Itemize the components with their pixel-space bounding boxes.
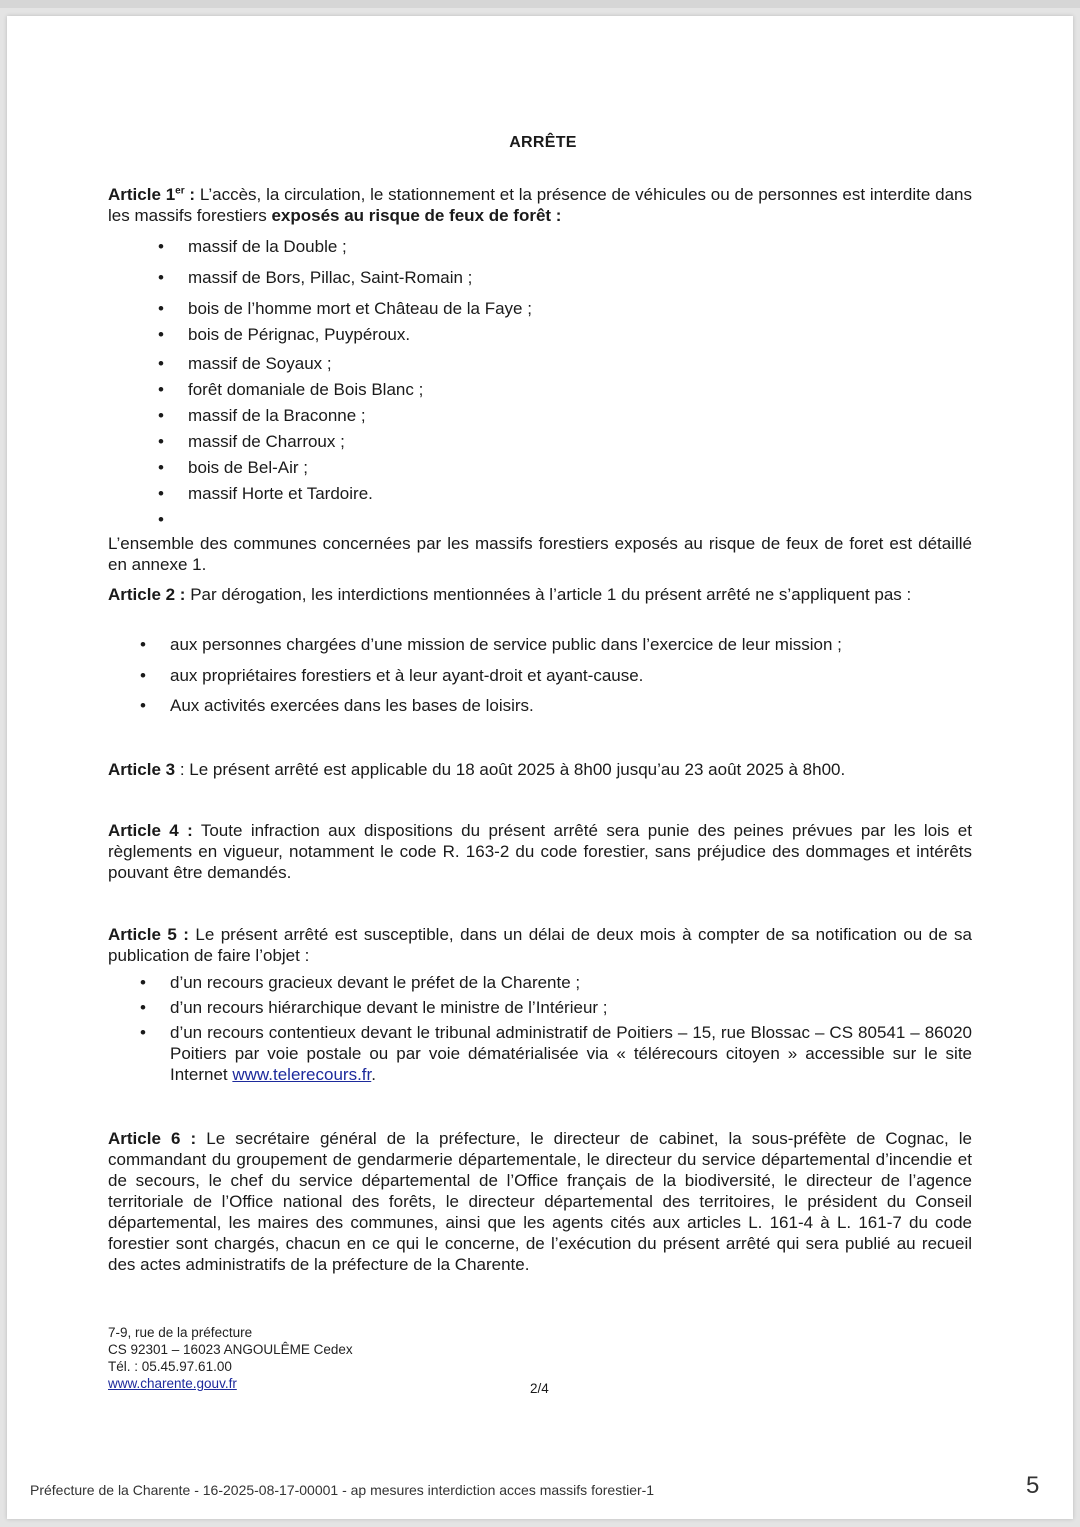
bullet-icon: • [158,406,164,425]
article-2-list-item-text: Aux activités exercées dans les bases de loisirs. [170,696,534,715]
bullet-icon: • [140,635,146,654]
bullet-icon: • [158,380,164,399]
document-page-number: 2/4 [530,1381,549,1396]
bullet-icon: • [140,696,146,715]
bullet-icon: • [158,484,164,503]
bullet-icon: • [158,237,164,256]
article-1-closing: L’ensemble des communes concernées par les massifs forestiers exposés au risque de feux de foret est détaillé en annexe 1. [108,534,972,574]
article-5-label: Article 5 : [108,925,189,944]
article-3-text: : Le présent arrêté est applicable du 18 août 2025 à 8h00 jusqu’au 23 août 2025 à 8h00. [175,760,846,779]
article-1-list-item-text: forêt domaniale de Bois Blanc ; [188,380,424,399]
document-page: ARRÊTE Article 1er : L’accès, la circulation, le stationnement et la présence de véhicules ou de personnes est interdite dans les massifs forestiers exposés au risque de feux de forêt : • massif de la Double ; • massif de Bors, Pillac, Saint-Romain ; • bois de l’homme mort et Château de la Faye ; • bois de Pérignac, Puypéroux. • massif de Soyaux ; • forêt domaniale de Bois Blanc ; • massif de la Braconne ; • massif de Charroux ; • bois de Bel-Air ; • massif Horte et Tardoire. • L’ensemble des communes concernées par les massifs forestiers exposés au risque de feux de foret est détaillé en annexe 1. Article 2 : Par dérogation, les interdictions mentionnées à l’article 1 du présent arrêté ne s’appliquent pas : • aux personnes chargées d’une mission de service public dans l’exercice de leur mission ; • aux propriétaires forestiers et à leur ayant-droit et ayant-cause. • Aux activités exercées dans les bases de loisirs. Article 3 : Le présent arrêté est applicable du 18 août 2025 à 8h00 jusqu’au 23 août 2025 à 8h00. Article 4 : Toute infraction aux dispositions du présent arrêté sera punie des peines prévues par les lois et règlements en vigueur, notamment le code R. 163-2 du code forestier, sans préjudice des dommages et intérêts pouvant être demandés. Article 5 : Le présent arrêté est susceptible, dans un délai de deux mois à compter de sa notification ou de sa publication de faire l’objet : • d’un recours gracieux devant le préfet de la Charente ; • d’un recours hiérarchique devant le ministre de l’Intérieur ; • d’un recours contentieux devant le tribunal administratif de Poitiers – 15, rue Blossac – CS 80541 – 86020 Poitiers par voie postale ou par voie dématérialisée via « télérecours citoyen » accessible sur le site Internet www.telerecours.fr. Article 6 : Le secrétaire général de la préfecture, le directeur de cabinet, la sous-préfète de Cognac, le commandant du groupement de gendarmerie départementale, le directeur du service départemental d’incendie et de secours, le chef du service départemental de l’Office français de la biodiversité, le directeur de l’agence territoriale de l’Office national des forêts, le directeur départemental des territoires, le président du Conseil départemental, les maires des communes, ainsi que les agents cités aux articles L. 161-4 à L. 161-7 du code forestier sont chargés, chacun en ce qui le concerne, de l’exécution du présent arrêté qui sera publié au recueil des actes administratifs de la préfecture de la Charente. 7-9, rue de la préfecture CS 92301 – 16023 ANGOULÊME Cedex Tél. : 05.45.97.61.00 www.charente.gouv.fr 2/4 [7,16,1073,1519]
bullet-icon: • [158,354,164,373]
bullet-icon: • [158,510,164,529]
bullet-icon: • [140,998,146,1017]
article-2-label: Article 2 : [108,585,186,604]
viewer-top-bar [0,0,1080,8]
viewer-document-footer: Préfecture de la Charente - 16-2025-08-17-00001 - ap mesures interdiction acces massifs forestier-1 [30,1482,655,1498]
address-line-2: CS 92301 – 16023 ANGOULÊME Cedex [108,1342,353,1357]
bullet-icon: • [158,458,164,477]
bullet-icon: • [158,325,164,344]
website-link[interactable]: www.charente.gouv.fr [108,1376,237,1391]
article-2-list-item-text: aux propriétaires forestiers et à leur ayant-droit et ayant-cause. [170,666,644,685]
bullet-icon: • [140,1023,146,1042]
bullet-icon: • [140,666,146,685]
article-1-list-item-text: massif Horte et Tardoire. [188,484,373,503]
article-6-label: Article 6 : [108,1129,197,1148]
bullet-icon: • [158,268,164,287]
article-6 [108,1128,972,1275]
address-line-1: 7-9, rue de la préfecture [108,1325,253,1340]
article-1-list-item-text: bois de l’homme mort et Château de la Faye ; [188,299,532,318]
article-4-text: Toute infraction aux dispositions du présent arrêté sera punie des peines prévues par les lois et règlements en vigueur, notamment le code R. 163-2 du code forestier, sans préjudice des dommages et intérêts pouvant être demandés. [108,821,972,882]
article-5-list-item-text: d’un recours hiérarchique devant le ministre de l’Intérieur ; [170,998,608,1017]
article-1-list-item-text: massif de Bors, Pillac, Saint-Romain ; [188,268,473,287]
telerecours-link[interactable]: www.telerecours.fr [232,1065,372,1084]
viewer-page-indicator: 5 [1026,1472,1040,1499]
article-6-text: Le secrétaire général de la préfecture, le directeur de cabinet, la sous-préfète de Cognac, le commandant du groupement de gendarmerie départementale, le directeur du service départemental d’incendie et de secours, le chef du service départemental de l’Office français de la biodiversité, le directeur de l’agence territoriale de l’Office national des forêts, le directeur départemental des territoires, le président du Conseil départemental, les maires des communes, ainsi que les agents cités aux articles L. 161-4 à L. 161-7 du code forestier sont chargés, chacun en ce qui le concerne, de l’exécution du présent arrêté qui sera publié au recueil des actes administratifs de la préfecture de la Charente. [108,1129,972,1274]
document-title: ARRÊTE [509,134,577,151]
article-1-text: L’accès, la circulation, le stationnement et la présence de véhicules ou de personnes est interdite dans les massifs forestiers [108,185,972,225]
article-3 [108,759,972,780]
article-2-text: Par dérogation, les interdictions mentionnées à l’article 1 du présent arrêté ne s’appliquent pas : [185,585,912,604]
bullet-icon: • [158,432,164,451]
article-2 [108,584,972,605]
bullet-icon: • [140,973,146,992]
article-5 [108,924,972,966]
article-1-list-item-text: bois de Bel-Air ; [188,458,308,477]
article-5-text: Le présent arrêté est susceptible, dans un délai de deux mois à compter de sa notification ou de sa publication de faire l’objet : [108,925,972,965]
article-1 [108,184,972,226]
address-phone: Tél. : 05.45.97.61.00 [108,1359,232,1374]
article-5-list-item-text: d’un recours gracieux devant le préfet de la Charente ; [170,973,581,992]
article-3-label: Article 3 [108,760,176,779]
article-4-label: Article 4 : [108,821,193,840]
article-1-list-item-text: massif de Charroux ; [188,432,345,451]
article-1-list-item-text: bois de Pérignac, Puypéroux. [188,325,411,344]
article-2-list-item-text: aux personnes chargées d’une mission de service public dans l’exercice de leur mission ; [170,635,842,654]
article-4 [108,820,972,883]
article-5-item-text: d’un recours contentieux devant le tribunal administratif de Poitiers – 15, rue Blossac – CS 80541 – 86020 Poitiers par voie postale ou par voie dématérialisée via « télérecours citoyen » accessible sur le site Internet [170,1023,972,1084]
article-1-emphasis: exposés au risque de feux de forêt : [271,206,562,225]
bullet-icon: • [158,299,164,318]
article-1-label: Article 1er : [108,185,196,204]
article-1-list-item-text: massif de Soyaux ; [188,354,332,373]
article-1-list-item-text: massif de la Double ; [188,237,347,256]
article-1-list-item-text: massif de la Braconne ; [188,406,366,425]
